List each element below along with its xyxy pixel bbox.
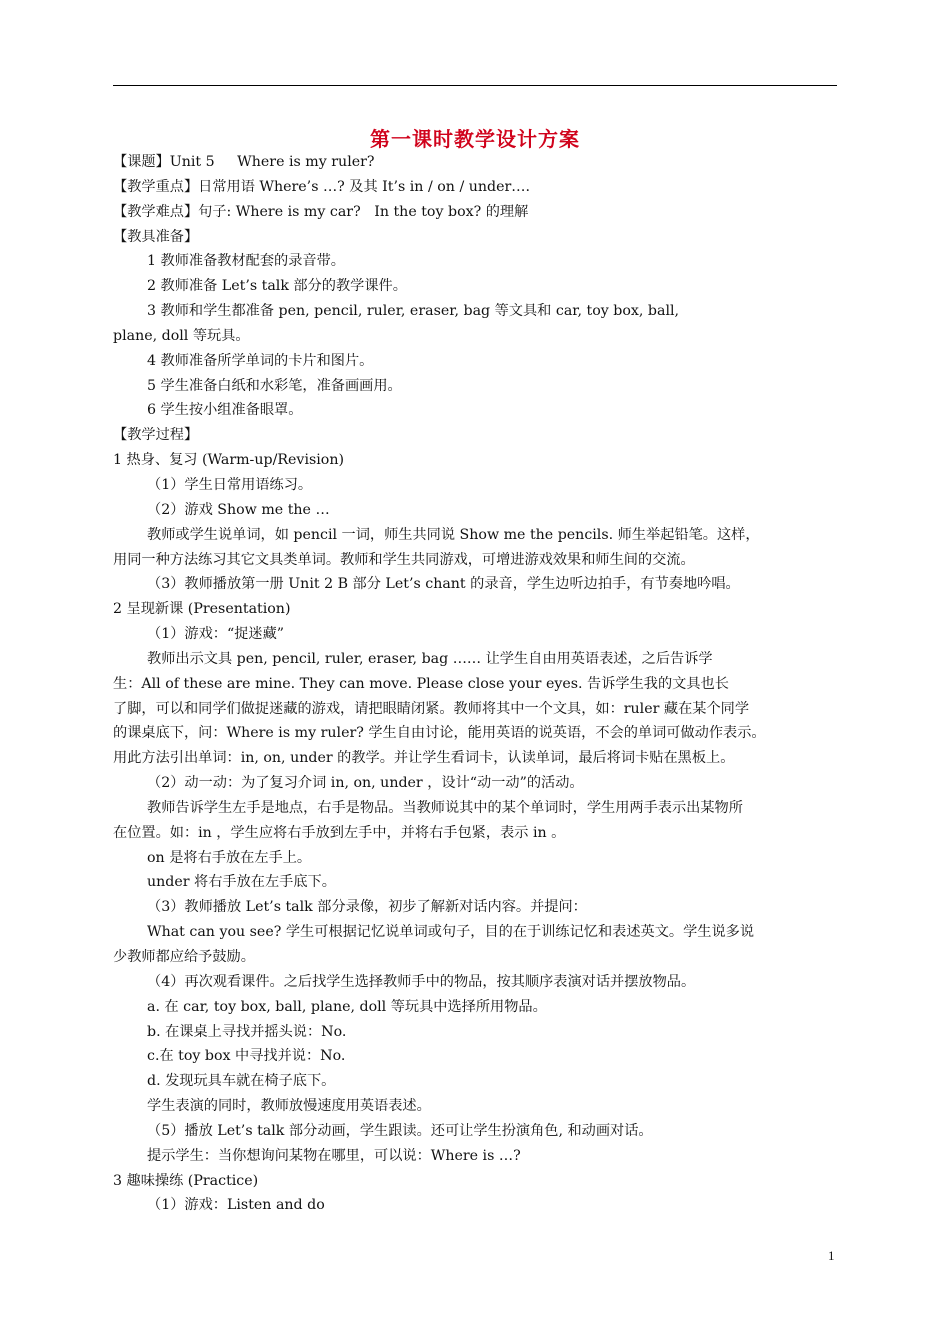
paragraph-line: plane, doll 等玩具。 bbox=[113, 327, 250, 344]
sub-step: （1）学生日常用语练习。 bbox=[147, 476, 313, 493]
key-points-line: 【教学重点】日常用语 Where’s …? 及其 It’s in / on / under…. bbox=[113, 178, 530, 195]
topic-line: 【课题】Unit 5 Where is my ruler? bbox=[113, 154, 375, 170]
sub-step: （4）再次观看课件。之后找学生选择教师手中的物品，按其顺序表演对话并摆放物品。 bbox=[147, 973, 696, 990]
sub-step: （1）游戏：“捉迷藏” bbox=[147, 626, 285, 643]
list-item: 2 教师准备 Let’s talk 部分的教学课件。 bbox=[147, 278, 407, 295]
step-heading-practice: 3 趣味操练 (Practice) bbox=[113, 1172, 259, 1189]
sub-step: （1）游戏：Listen and do bbox=[147, 1197, 325, 1214]
list-item: 5 学生准备白纸和水彩笔，准备画画用。 bbox=[147, 377, 402, 394]
list-item: 3 教师和学生都准备 pen, pencil, ruler, eraser, bag 等文具和 car, toy box, ball, bbox=[147, 303, 680, 320]
difficulty-line: 【教学难点】句子: Where is my car? In the toy box? 的理解 bbox=[113, 203, 529, 220]
list-item: a. 在 car, toy box, ball, plane, doll 等玩具中选择所用物品。 bbox=[147, 998, 547, 1015]
paragraph-line: under 将右手放在左手底下。 bbox=[147, 874, 336, 891]
paragraph-line: 了脚，可以和同学们做捉迷藏的游戏，请把眼睛闭紧。教师将其中一个文具，如：ruler 藏在某个同学 bbox=[113, 700, 750, 717]
page-title: 第一课时教学设计方案 bbox=[370, 127, 580, 151]
paragraph-line: 用同一种方法练习其它文具类单词。教师和学生共同游戏，可增进游戏效果和师生间的交流。 bbox=[113, 551, 695, 568]
header-rule bbox=[113, 85, 837, 86]
section-heading-materials: 【教具准备】 bbox=[113, 228, 199, 245]
list-item: d. 发现玩具车就在椅子底下。 bbox=[147, 1073, 336, 1090]
sub-step: （3）教师播放 Let’s talk 部分录像，初步了解新对话内容。并提问： bbox=[147, 899, 587, 916]
section-heading-process: 【教学过程】 bbox=[113, 427, 199, 444]
list-item: 1 教师准备教材配套的录音带。 bbox=[147, 253, 345, 270]
paragraph-line: 教师或学生说单词，如 pencil 一词，师生共同说 Show me the pencils. 师生举起铅笔。这样， bbox=[147, 526, 760, 543]
paragraph-line: on 是将右手放在左手上。 bbox=[147, 849, 312, 866]
paragraph-line: 生：All of these are mine. They can move. Please close your eyes. 告诉学生我的文具也长 bbox=[113, 675, 729, 692]
sub-step: （3）教师播放第一册 Unit 2 B 部分 Let’s chant 的录音，学生边听边拍手，有节奏地吟唱。 bbox=[147, 576, 740, 593]
document-body bbox=[113, 150, 843, 1218]
paragraph-line: 的课桌底下，问：Where is my ruler? 学生自由讨论，能用英语的说英语，不会的单词可做动作表示。 bbox=[113, 725, 766, 742]
step-heading-presentation: 2 呈现新课 (Presentation) bbox=[113, 601, 291, 618]
list-item: b. 在课桌上寻找并摇头说：No. bbox=[147, 1023, 347, 1040]
paragraph-line: What can you see? 学生可根据记忆说单词或句子，目的在于训练记忆和表述英文。学生说多说 bbox=[147, 924, 755, 941]
paragraph-line: 提示学生：当你想询问某物在哪里，可以说：Where is …? bbox=[147, 1147, 521, 1164]
sub-step: （2）动一动：为了复习介词 in, on, under ，设计“动一动”的活动。 bbox=[147, 775, 584, 792]
sub-step: （2）游戏 Show me the … bbox=[147, 501, 330, 518]
paragraph-line: 用此方法引出单词：in, on, under 的教学。并让学生看词卡，认读单词，最后将词卡贴在黑板上。 bbox=[113, 750, 735, 767]
page-number: 1 bbox=[828, 1248, 835, 1263]
paragraph-line: 教师出示文具 pen, pencil, ruler, eraser, bag …… 让学生自由用英语表述，之后告诉学 bbox=[147, 650, 713, 667]
list-item: c.在 toy box 中寻找并说：No. bbox=[147, 1048, 346, 1065]
list-item: 4 教师准备所学单词的卡片和图片。 bbox=[147, 352, 374, 369]
paragraph-line: 教师告诉学生左手是地点，右手是物品。当教师说其中的某个单词时，学生用两手表示出某物所 bbox=[147, 799, 743, 816]
paragraph-line: 学生表演的同时，教师放慢速度用英语表述。 bbox=[147, 1098, 431, 1115]
sub-step: （5）播放 Let’s talk 部分动画，学生跟读。还可让学生扮演角色, 和动画对话。 bbox=[147, 1122, 653, 1139]
paragraph-line: 少教师都应给予鼓励。 bbox=[113, 949, 255, 965]
step-heading-warmup: 1 热身、复习 (Warm-up/Revision) bbox=[113, 452, 345, 469]
list-item: 6 学生按小组准备眼罩。 bbox=[147, 402, 303, 419]
paragraph-line: 在位置。如：in ，学生应将右手放到左手中，并将右手包紧，表示 in 。 bbox=[113, 824, 566, 841]
